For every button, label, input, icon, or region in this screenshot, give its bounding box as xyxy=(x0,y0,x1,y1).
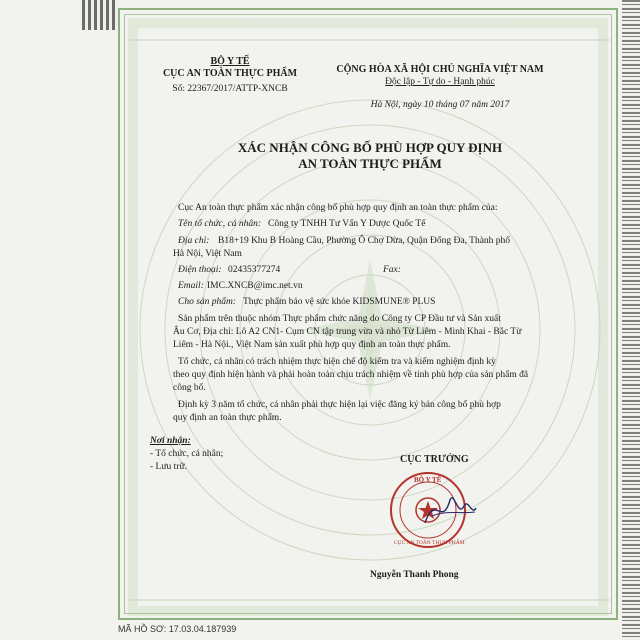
issue-date: Hà Nội, ngày 10 tháng 07 năm 2017 xyxy=(370,100,510,110)
paragraph-2-line-2: theo quy định hiện hành và phải hoàn toàn chịu trách nhiệm về tính phù hợp của sản phẩm đã xyxy=(173,370,529,380)
stamp-top-text: BỘ Y TẾ xyxy=(414,476,442,484)
phone-label: Điện thoại: xyxy=(178,265,222,275)
org-label: Tên tổ chức, cá nhân: xyxy=(178,219,262,229)
republic-name: CỘNG HÒA XÃ HỘI CHỦ NGHĨA VIỆT NAM xyxy=(336,64,544,75)
side-barcode xyxy=(622,0,640,640)
email-value: IMC.XNCB@imc.net.vn xyxy=(207,281,303,291)
qr-code xyxy=(82,0,118,30)
address-value-line-1: B18+19 Khu B Hoàng Cầu, Phường Ô Chợ Dừa, Quận Đống Đa, Thành phố xyxy=(218,236,511,246)
paragraph-1-line-1: Sản phẩm trên thuộc nhóm Thực phẩm chức năng do Công ty CP Đầu tư và Sản xuất xyxy=(178,314,501,324)
recipients-heading: Nơi nhận: xyxy=(150,436,191,446)
dossier-code: MÃ HỒ SƠ: 17.03.04.187939 xyxy=(118,624,237,634)
paragraph-1-line-2: Âu Cơ, Địa chỉ: Lô A2 CN1- Cụm CN tập trung vừa và nhỏ Từ Liêm - Minh Khai - Bắc Từ xyxy=(173,327,522,337)
org-value: Công ty TNHH Tư Vấn Y Dược Quốc Tế xyxy=(268,219,426,229)
product-value: Thực phẩm bảo vệ sức khỏe KIDSMUNE® PLUS xyxy=(243,297,436,307)
paragraph-3-line-1: Định kỳ 3 năm tổ chức, cá nhân phải thực hiện lại việc đăng ký bản công bố phù hợp xyxy=(178,400,501,410)
email-label: Email: xyxy=(178,281,204,291)
address-value-line-2: Hà Nội, Việt Nam xyxy=(173,249,242,259)
document-number: Số: 22367/2017/ATTP-XNCB xyxy=(172,84,288,94)
address-label: Địa chỉ: xyxy=(178,236,210,246)
signer-title: CỤC TRƯỞNG xyxy=(400,454,469,465)
paragraph-2-line-3: công bố. xyxy=(173,383,206,393)
ministry-name: BỘ Y TẾ xyxy=(210,56,250,67)
title-line-1: XÁC NHẬN CÔNG BỐ PHÙ HỢP QUY ĐỊNH xyxy=(237,140,503,155)
product-label: Cho sản phẩm: xyxy=(178,297,237,307)
phone-value: 02435377274 xyxy=(228,265,281,275)
paragraph-2-line-1: Tổ chức, cá nhân có trách nhiệm thực hiện chế độ kiểm tra và kiểm nghiệm định kỳ xyxy=(178,357,496,367)
department-name: CỤC AN TOÀN THỰC PHẨM xyxy=(162,68,298,79)
paragraph-1-line-3: Liêm - Hà Nội., Việt Nam sản xuất phù hợp quy định an toàn thực phẩm. xyxy=(173,340,451,350)
intro-text: Cục An toàn thực phẩm xác nhận công bố phù hợp quy định an toàn thực phẩm của: xyxy=(178,203,498,213)
signer-name: Nguyễn Thanh Phong xyxy=(370,570,459,580)
stamp-bottom-text: CỤC AN TOÀN THỰC PHẨM xyxy=(394,540,465,546)
recipient-item-1: - Tổ chức, cá nhân; xyxy=(150,449,224,459)
recipient-item-2: - Lưu trữ. xyxy=(150,462,187,472)
handwritten-signature xyxy=(420,488,480,533)
paragraph-3-line-2: quy định an toàn thực phẩm. xyxy=(173,413,282,423)
title-line-2: AN TOÀN THỰC PHẨM xyxy=(298,156,442,171)
fax-label: Fax: xyxy=(383,265,401,275)
national-motto: Độc lập - Tự do - Hạnh phúc xyxy=(385,77,495,87)
